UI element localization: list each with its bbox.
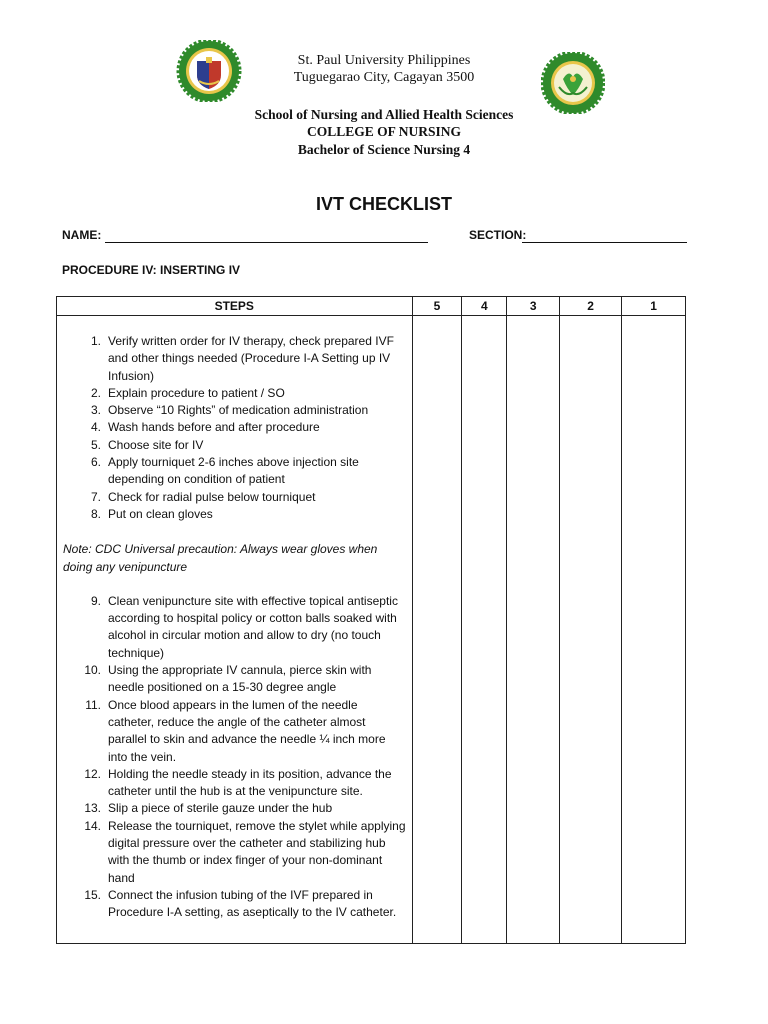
- column-header-5: 5: [412, 297, 462, 316]
- score-cell-3[interactable]: [507, 316, 560, 944]
- step-number: 3.: [90, 403, 101, 418]
- step-number: 7.: [90, 489, 101, 504]
- list-item: [63, 697, 406, 766]
- step-number: 2.: [90, 385, 101, 400]
- step-text: Choose site for IV: [108, 437, 204, 452]
- list-item: [63, 818, 406, 887]
- school-name: School of Nursing and Allied Health Sciences: [254, 107, 514, 122]
- table-row: [57, 316, 686, 944]
- score-cell-4[interactable]: [462, 316, 507, 944]
- step-number: 1.: [90, 334, 101, 348]
- procedure-heading: PROCEDURE IV: INSERTING IV: [62, 263, 241, 277]
- step-text: Apply tourniquet 2-6 inches above injection site depending on condition of patient: [108, 455, 359, 487]
- step-number: 6.: [90, 455, 101, 470]
- step-text: Verify written order for IV therapy, check prepared IVF and other things needed (Procedure I-A Setting up IV Infusion): [108, 334, 394, 383]
- step-text: Check for radial pulse below tourniquet: [108, 489, 316, 504]
- steps-list-part-2: [63, 593, 406, 922]
- step-text: Once blood appears in the lumen of the needle catheter, reduce the angle of the catheter almost parallel to skin and advance the needle ¼ inch more into the vein.: [108, 697, 386, 764]
- step-number: 4.: [90, 420, 101, 435]
- step-number: 5.: [90, 437, 101, 452]
- column-header-2: 2: [560, 297, 622, 316]
- list-item: [63, 385, 406, 402]
- list-item: [63, 800, 406, 817]
- list-item: [63, 333, 406, 385]
- step-text: Clean venipuncture site with effective topical antiseptic according to hospital policy or cotton balls soaked with alcohol in circular motion and allow to dry (no touch technique): [108, 593, 398, 660]
- cdc-precaution-note: Note: CDC Universal precaution: Always wear gloves when doing any venipuncture: [63, 542, 378, 574]
- list-item: [63, 489, 406, 506]
- program-name: Bachelor of Science Nursing 4: [297, 142, 471, 157]
- list-item: [63, 766, 406, 801]
- step-text: Slip a piece of sterile gauze under the hub: [108, 801, 333, 816]
- list-item: [63, 402, 406, 419]
- table-header-row: [57, 297, 686, 316]
- column-header-1: 1: [622, 297, 686, 316]
- step-number: 12.: [84, 766, 101, 781]
- step-text: Using the appropriate IV cannula, pierce skin with needle positioned on a 15-30 degree angle: [108, 663, 372, 695]
- step-number: 13.: [84, 801, 101, 816]
- score-cell-2[interactable]: [560, 316, 622, 944]
- name-blank-line[interactable]: [105, 242, 428, 243]
- list-item: [63, 437, 406, 454]
- list-item: [63, 506, 406, 523]
- university-name: St. Paul University Philippines: [297, 53, 471, 68]
- name-label: NAME:: [62, 228, 102, 242]
- section-blank-line[interactable]: [522, 242, 687, 243]
- step-text: Observe “10 Rights” of medication administration: [108, 403, 369, 418]
- step-number: 15.: [84, 887, 101, 902]
- step-number: 10.: [84, 663, 101, 678]
- step-number: 14.: [84, 818, 101, 833]
- list-item: [63, 887, 406, 922]
- step-number: 11.: [85, 697, 101, 712]
- step-text: Connect the infusion tubing of the IVF prepared in Procedure I-A setting, as aseptically to the IV catheter.: [108, 887, 397, 920]
- university-address: Tuguegarao City, Cagayan 3500: [293, 70, 475, 85]
- steps-cell: [57, 316, 413, 944]
- step-text: Explain procedure to patient / SO: [108, 385, 285, 400]
- college-name: COLLEGE OF NURSING: [306, 124, 462, 139]
- score-cell-1[interactable]: [622, 316, 686, 944]
- steps-list-part-1: [63, 333, 406, 523]
- step-text: Holding the needle steady in its position, advance the catheter until the hub is at the venipuncture site.: [108, 766, 392, 799]
- list-item: [63, 454, 406, 489]
- list-item: [63, 419, 406, 436]
- column-header-4: 4: [462, 297, 507, 316]
- step-number: 8.: [90, 506, 101, 521]
- page-title: IVT CHECKLIST: [315, 194, 452, 214]
- list-item: [63, 593, 406, 662]
- column-header-3: 3: [507, 297, 560, 316]
- step-text: Release the tourniquet, remove the stylet while applying digital pressure over the catheter and stabilizing hub with the thumb or index finger of your non-dominant hand: [108, 818, 406, 885]
- score-cell-5[interactable]: [412, 316, 462, 944]
- checklist-table: [56, 296, 686, 944]
- section-label: SECTION:: [469, 228, 527, 242]
- list-item: [63, 662, 406, 697]
- column-header-steps: STEPS: [57, 297, 413, 316]
- step-text: Wash hands before and after procedure: [108, 420, 320, 435]
- step-number: 9.: [90, 593, 101, 608]
- step-text: Put on clean gloves: [108, 506, 213, 521]
